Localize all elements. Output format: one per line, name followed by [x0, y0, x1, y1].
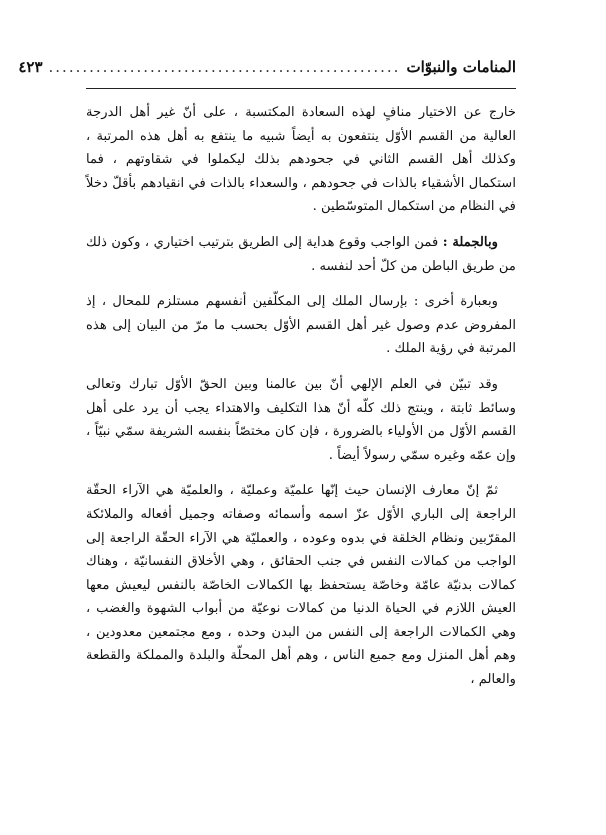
running-header — [18, 58, 516, 89]
paragraph-2-text: فمن الواجب وقوع هداية إلى الطريق بترتيب اختياري ، وكون ذلك من طريق الباطن من كلّ أحد لنفسه . — [86, 234, 516, 274]
paragraph-4: وقد تبيّن في العلم الإلهي أنّ بين عالمنا وبين الحقّ الأوّل تبارك وتعالى وسائط ثابتة ، وينتج ذلك كلّه أنّ هذا التكليف والاهتداء يجب أن يرد على أهل القسم الأوّل من الأولياء بالضرورة ، فإن كان مختصّاً بنفسه الشريفة سمّي نبيّاً ، وإن عمّه وغيره سمّي رسولاً أيضاً . — [86, 376, 516, 463]
chapter-title: المنامات والنبوّات — [406, 58, 516, 76]
book-page — [18, 58, 516, 704]
page-number: ٤٢٣ — [18, 58, 43, 76]
paragraph-1: خارج عن الاختيار منافٍ لهذه السعادة المكتسبة ، على أنّ غير أهل الدرجة العالية من القسم الأوّل ينتفعون به أيضاً شبيه ما ينتفع به أهل هذه المرتبة ، وكذلك أهل القسم الثاني في جحودهم بذلك ليكملوا في شقاوتهم ، فما استكمال الأشقياء بالذات في جحودهم ، والسعداء بالذات في انقيادهم بأقلّ دخلاً في النظام من استكمال المتوسّطين . — [86, 105, 516, 215]
paragraph-2-lead: وبالجملة : — [442, 234, 498, 250]
paragraph-3: وبعبارة أخرى : بإرسال الملك إلى المكلّفين أنفسهم مستلزم للمحال ، إذ المفروض عدم وصول غير أهل القسم الأوّل بحسب ما مرّ من البيان إلى هذه المرتبة في رؤية الملك . — [86, 294, 516, 357]
paragraph-2 — [86, 231, 516, 278]
leader-dots: .................................................... — [48, 58, 401, 76]
page-body — [86, 101, 516, 692]
paragraph-5: ثمّ إنّ معارف الإنسان حيث إنّها علميّة وعمليّة ، والعلميّة هي الآراء الحقّة الراجعة إلى الباري الأوّل عزّ اسمه وأسمائه وصفاته وجميل أفعاله والملائكة المقرّبين ونظام الخلقة في بدوه وعوده ، والعمليّة هي الآراء الحقّة الراجعة إلى الواجب من كمالات النفس في جنب الحقائق ، وهي الأخلاق النفسانيّة ، وهناك كمالات بدنيّة عامّة وخاصّة يستحفظ بها الكمالات الخاصّة بالنفس ليعيش معها العيش اللازم في الحياة الدنيا من كمالات نوعيّة من أبواب الشهوة والغضب ، وهي الكمالات الراجعة إلى النفس من البدن وحده ، ومع مجتمعين معدودين ، وهم أهل المنزل ومع جميع الناس ، وهم أهل المحلّة والبلدة والمملكة والقطعة والعالم ، — [86, 483, 516, 688]
